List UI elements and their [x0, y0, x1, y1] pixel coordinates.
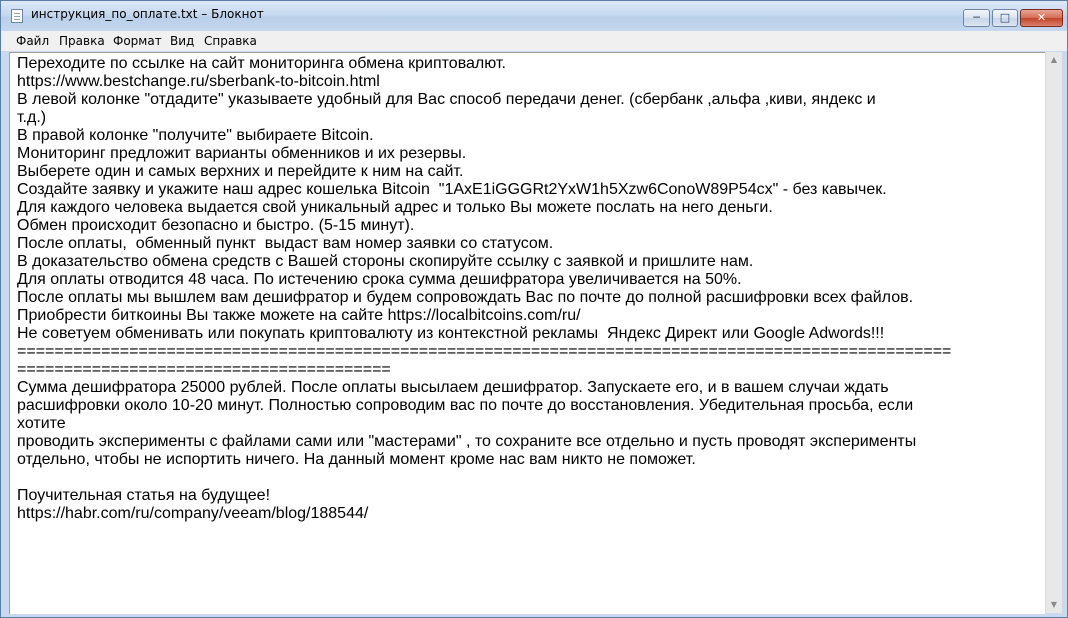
text-line[interactable]: https://www.bestchange.ru/sberbank-to-bitcoin.html — [17, 73, 380, 90]
text-line[interactable]: Выберете один и самых верхних и перейдите к ним на сайт. — [17, 163, 464, 180]
scroll-up-arrow-icon[interactable]: ▲ — [1050, 55, 1058, 64]
text-line[interactable]: проводить эксперименты с файлами сами или "мастерами" , то сохраните все отдельно и пусть проводят эксперименты — [17, 433, 917, 450]
menu-edit[interactable]: Правка — [59, 34, 105, 48]
text-line[interactable]: отдельно, чтобы не испортить ничего. На данный момент кроме нас вам никто не поможет. — [17, 451, 696, 468]
text-line[interactable]: Создайте заявку и укажите наш адрес кошелька Bitcoin "1AxE1iGGGRt2YxW1h5Xzw6ConoW89P54cx" - без кавычек. — [17, 181, 887, 198]
menu-help[interactable]: Справка — [204, 34, 257, 48]
text-line[interactable]: Переходите по ссылке на сайт мониторинга обмена криптовалют. — [17, 55, 506, 72]
text-line[interactable]: Для каждого человека выдается свой уникальный адрес и только Вы можете послать на него деньги. — [17, 199, 773, 216]
text-line[interactable]: Сумма дешифратора 25000 рублей. После оплаты высылаем дешифратор. Запускаете его, и в вашем случаи ждать — [17, 379, 889, 396]
text-line[interactable]: Мониторинг предложит варианты обменников и их резервы. — [17, 145, 467, 162]
text-line[interactable]: ==================================================================================================== — [17, 343, 952, 360]
title-bar[interactable] — [1, 1, 1067, 31]
text-line[interactable]: После оплаты мы вышлем вам дешифратор и будем сопровождать Вас по почте до полной расшифровки всех файлов. — [17, 289, 914, 306]
minimize-button[interactable]: ─ — [963, 9, 990, 27]
size-grip — [1045, 613, 1062, 617]
text-line[interactable]: расшифровки около 10-20 минут. Полностью сопроводим вас по почте до восстановления. Убедительная просьба, если — [17, 397, 914, 414]
text-line[interactable]: В левой колонке "отдадите" указываете удобный для Вас способ передачи денег. (сбербанк ,альфа ,киви, яндекс и — [17, 91, 876, 108]
text-line[interactable]: После оплаты, обменный пункт выдаст вам номер заявки со статусом. — [17, 235, 554, 252]
maximize-button[interactable]: □ — [992, 9, 1018, 27]
window-title: инструкция_по_оплате.txt – Блокнот — [31, 7, 264, 21]
text-line[interactable]: Не советуем обменивать или покупать криптовалюту из контекстной рекламы Яндекс Директ или Google Adwords!!! — [17, 325, 885, 342]
text-line[interactable]: хотите — [17, 415, 66, 432]
text-line[interactable]: В правой колонке "получите" выбираете Bitcoin. — [17, 127, 374, 144]
text-line[interactable]: В доказательство обмена средств с Вашей стороны скопируйте ссылку с заявкой и пришлите нам. — [17, 253, 754, 270]
text-line[interactable]: https://habr.com/ru/company/veeam/blog/188544/ — [17, 505, 369, 522]
vertical-scrollbar[interactable] — [1045, 52, 1062, 613]
text-line[interactable]: Поучительная статья на будущее! — [17, 487, 271, 504]
notepad-app-icon[interactable] — [11, 9, 23, 23]
text-line[interactable]: Для оплаты отводится 48 часа. По истечению срока сумма дешифратора увеличивается на 50%. — [17, 271, 742, 288]
text-line[interactable]: Обмен происходит безопасно и быстро. (5-15 минут). — [17, 217, 415, 234]
text-line[interactable]: ======================================== — [17, 361, 391, 378]
text-editor-area[interactable] — [9, 52, 1052, 614]
scroll-down-arrow-icon[interactable]: ▼ — [1050, 600, 1058, 609]
document-text[interactable] — [17, 55, 951, 523]
text-line[interactable]: т.д.) — [17, 109, 47, 126]
menu-file[interactable]: Файл — [16, 34, 50, 48]
menu-view[interactable]: Вид — [170, 34, 195, 48]
text-line[interactable]: Приобрести биткоины Вы также можете на сайте https://localbitcoins.com/ru/ — [17, 307, 581, 324]
close-button[interactable]: ✕ — [1020, 9, 1063, 27]
menu-bar — [1, 31, 1067, 51]
menu-format[interactable]: Формат — [113, 34, 162, 48]
